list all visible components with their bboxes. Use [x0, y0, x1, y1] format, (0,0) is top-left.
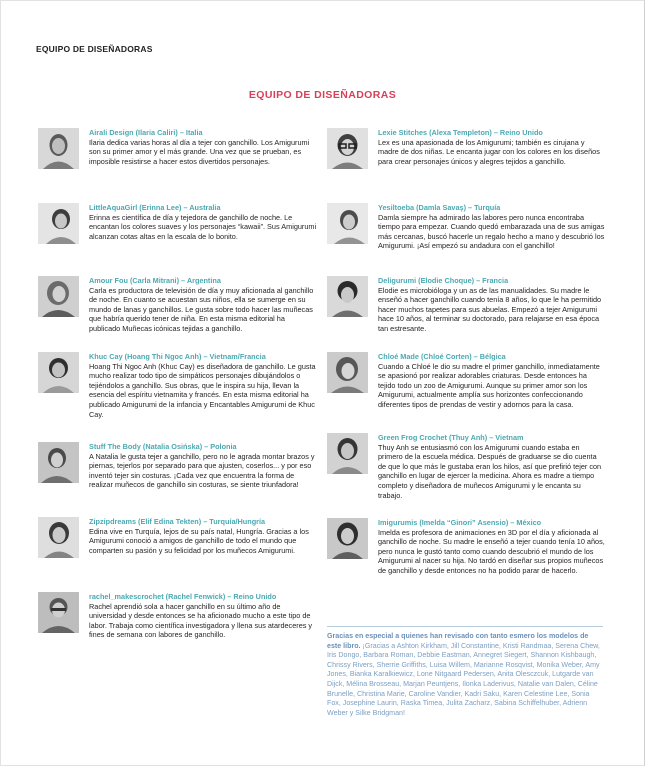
page-title: EQUIPO DE DISEÑADORAS: [248, 89, 397, 101]
designer-photo: [38, 128, 79, 169]
designer-bio: Damla siempre ha admirado las labores pero nunca encontraba tiempo para empezar. Cuando quedó embarazada una de sus amigas más cercanas, buscó hacerle un regalo hecho a mano y descubrió los Amigurumi. ¡Así empezó su andadura con el ganchillo!: [378, 212, 605, 251]
designer-name: rachel_makescrochet (Rachel Fenwick) – Reino Unido: [89, 592, 277, 601]
designer-bio: A Natalia le gusta tejer a ganchillo, pero no le agrada montar brazos y piernas, tejerlos por separado para que ajusten, coserlos... y por eso inventó tejer sin costuras. ¡Cada vez que encuentra la forma de realizar muñecos de ganchillo sin costuras, se siente triunfadora!: [89, 451, 315, 490]
designer-photo: [38, 352, 79, 393]
designer-photo: [38, 592, 79, 633]
designer-bio: Imelda es profesora de animaciones en 3D por el día y aficionada al ganchillo de noche. Su madre le enseñó a tejer cuando tenía 10 años, pero nunca le gustó tanto como cuando descubrió el mundo de los Amigurumi al nacer su hija. No tardó en diseñar sus propios muñecos de ganchillo y desde entonces no ha podido parar de hacerlo.: [378, 527, 605, 575]
designer-photo: [327, 433, 368, 474]
designer-photo: [38, 276, 79, 317]
designer-bio: Ilaria dedica varias horas al día a tejer con ganchillo. Los Amigurumi son su primer amor y el más grande. Una vez que se prueban, es imposible resistirse a hacer estos divertidos personajes.: [89, 137, 310, 166]
designer-bio: Erinna es científica de día y tejedora de ganchillo de noche. Le encantan los colores suaves y los personajes “kawaii”. Sus Amigurumi alcanzan cotas altas en la escala de lo bonito.: [89, 212, 317, 241]
designer-bio: Edina vive en Turquía, lejos de su país natal, Hungría. Gracias a los Amigurumi conoció a amigos de ganchillo de todo el mundo que comparten su pasión y su felicidad por los muñecos Amigurumi.: [89, 526, 309, 555]
designer-name: Khuc Cay (Hoang Thi Ngoc Anh) – Vietnam/Francia: [89, 352, 266, 361]
acknowledgements-body: ¡Gracias a Ashton Kirkham, Jill Constantine, Kristi Randmaa, Serena Chew, Iris Dongo, Barbara Roman, Debbie Eastman, Annegret Siegert, Shannon Kishbaugh, Chrissy Rivers, Sherrie Griffiths, Luisa Willem, Marianne Rosqvist, Monika Weber, Amy Jones, Bianka Karalkiewicz, Lone Nitgaard Pedersen, Anita Olesczcuk, Lutgarde van Dijck, Mélina Brosseau, Marjan Peuntjens, Ilonka Laderivus, Natalie van Dalen, Céline Brunelle, Christina Marie, Caroline Vandier, Kadri Saku, Karen Celestine Lee, Sonia Fox, Josephine Laurin, Raska Timea, Julita Zacharz, Sabina Schiffelhuber, Adrienn Weber y Silke Bridgman!: [327, 641, 600, 717]
designer-name: Yesiltoeba (Damla Savaş) – Turquía: [378, 203, 501, 212]
designer-name: LittleAquaGirl (Erinna Lee) – Australia: [89, 203, 221, 212]
designer-name: Deligurumi (Elodie Choque) – Francia: [378, 276, 509, 285]
designer-photo: [327, 276, 368, 317]
designer-photo: [38, 442, 79, 483]
designer-photo: [327, 518, 368, 559]
designer-photo: [38, 517, 79, 558]
acknowledgements-lead: Gracias en especial a quienes han revisado con tanto esmero los modelos de este libro.: [327, 632, 589, 650]
designer-bio: Thuy Anh se entusiasmó con los Amigurumi cuando estaba en primero de la escuela médica. Después de graduarse se dio cuenta de que lo que más le gustaba eran los hilos, así que prefirió tejer con ganchillo en lugar de ejercer la medicina. Ahora es madre a tiempo completo y diseñadora de muñecos Amigurumi y le encanta su trabajo.: [378, 442, 602, 500]
running-head: EQUIPO DE DISEÑADORAS: [36, 44, 153, 54]
designer-photo: [327, 352, 368, 393]
designer-bio: Rachel aprendió sola a hacer ganchillo en su último año de universidad y desde entonces se ha aficionado mucho a este tipo de labor. Trabaja como científica investigadora y llena sus atardeceres y fines de semana con labores de ganchillo.: [89, 601, 313, 640]
designer-name: Lexie Stitches (Alexa Templeton) – Reino Unido: [378, 128, 543, 137]
designer-bio: Cuando a Chloé le dio su madre el primer ganchillo, inmediatamente se apasionó por realizar adorables criaturas. Desde entonces ha tejido todo un zoo de Amigurumi. Aunque su primer amor son los Amigurumi, actualmente amplía sus horizontes confeccionando diferentes tipos de prendas de vestir y adornos para la casa.: [378, 361, 600, 409]
designer-name: Amour Fou (Carla Mitrani) – Argentina: [89, 276, 221, 285]
designer-bio: Elodie es microbióloga y un as de las manualidades. Su madre le enseñó a hacer ganchillo cuando tenía 8 años, lo que le ha permitido hacer muchos tapetes para sus abuelas. Empezó a tejer Amigurumi hace 10 años, al terminar su doctorado, para relajarse en esa época tan estresante.: [378, 285, 602, 333]
designer-name: Zipzipdreams (Elif Edina Tekten) – Turquía/Hungría: [89, 517, 266, 526]
designer-name: Chloé Made (Chloé Corten) – Bélgica: [378, 352, 506, 361]
designer-bio: Hoang Thi Ngoc Anh (Khuc Cay) es diseñadora de ganchillo. Le gusta mucho realizar todo tipo de simpáticos personajes dibujándolos o tejiéndolos a ganchillo. Sus obras, que le inspira su hija, llevan la esencia del espíritu vietnamita y francés. En esta misma editorial ha publicado Amigurumi de la infancia y Encantables Amigurumi de Khuc Cay.: [89, 361, 316, 419]
designer-photo: [327, 128, 368, 169]
designer-name: Stuff The Body (Natalia Osińska) – Polonia: [89, 442, 237, 451]
designer-bio: Carla es productora de televisión de día y muy aficionada al ganchillo de noche. En cuanto se acuestan sus niños, ella se sumerge en su mundo de lanas y ganchillos. Le gusta sobre todo hacer las muñecas que habría querido tener de niña. En esta misma editorial ha publicado Muñecas icónicas tejidas a ganchillo.: [89, 285, 314, 333]
designer-name: Green Frog Crochet (Thuy Anh) – Vietnam: [378, 433, 524, 442]
designer-name: Airali Design (Ilaria Caliri) – Italia: [89, 128, 203, 137]
acknowledgements: [327, 626, 603, 718]
designer-bio: Lex es una apasionada de los Amigurumi; también es cirujana y madre de dos niñas. Le encanta jugar con los colores en los diseños para crear personajes únicos y alegres tejidos a ganchillo.: [378, 137, 600, 166]
designer-photo: [327, 203, 368, 244]
designer-name: Imigurumis (Imelda “Ginori” Asensio) – México: [378, 518, 542, 527]
designer-photo: [38, 203, 79, 244]
